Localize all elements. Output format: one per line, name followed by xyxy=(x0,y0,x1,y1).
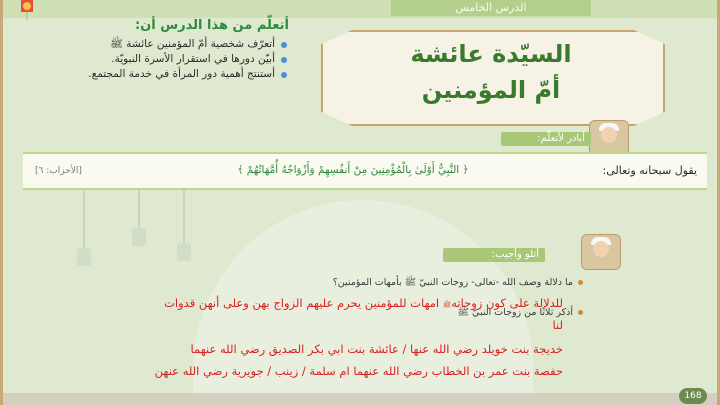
student-reading-icon xyxy=(581,234,621,270)
answer-line-3: خديجة بنت خويلد رضي الله عنها / عائشة بنت ابي بكر الصديق رضي الله عنهما xyxy=(190,342,563,356)
objective-item: أتعرّف شخصية أمّ المؤمنين عائشة ﷺ xyxy=(25,38,287,51)
question-item: ما دلالة وصف الله -تعالى- زوجات النبيّ ﷺ بأمهات المؤمنين؟ xyxy=(293,276,583,290)
objectives-list xyxy=(25,38,287,83)
page-number: 168 xyxy=(679,388,707,404)
student-reading-icon xyxy=(589,120,629,156)
learn-section-label: أبادر لأتعلّم: xyxy=(501,132,591,146)
lesson-title-line2: أمّ المؤمنين xyxy=(421,76,561,104)
lantern-icon xyxy=(83,190,85,250)
answer-line-4: حفصة بنت عمر بن الخطاب رضي الله عنهما ام سلمة / زينب / جويرية رضي الله عنهن xyxy=(154,364,563,378)
objectives-title: أتعلّم من هذا الدرس أن: xyxy=(134,18,289,33)
bottom-band xyxy=(3,393,720,405)
question-item: أذكر ثلاثًا من زوجات النبيّ ﷺ xyxy=(293,306,583,320)
lantern-icon xyxy=(77,248,91,266)
objective-item: أبيّن دورها في استقرار الأسرة النبويّة. xyxy=(25,53,287,66)
lesson-label: الدرس الخامس xyxy=(391,0,591,16)
quran-verse: ﴿ النَّبِيُّ أَوْلَىٰ بِالْمُؤْمِنِينَ مِنْ أَنفُسِهِمْ وَأَزْوَاجُهُ أُمَّهَاتُهُمْ ﴾ xyxy=(237,164,469,176)
verse-reference: [الأحزاب: ٦] xyxy=(35,166,82,176)
verse-intro: يقول سبحانه وتعالى: xyxy=(602,164,697,177)
lantern-icon xyxy=(183,190,185,245)
top-band xyxy=(3,0,720,18)
answer-line-2: لنا xyxy=(552,318,563,332)
lantern-icon xyxy=(132,228,146,246)
lantern-icon xyxy=(138,190,140,230)
verse-box xyxy=(23,152,707,190)
ornament-icon xyxy=(3,0,83,20)
read-answer-label: أتلو وأجيب: xyxy=(443,248,545,262)
answer-line-1: للدلالة على كون زوجاتهﷺ امهات للمؤمنين يحرم عليهم الزواج بهن وعلى أنهن قدوات xyxy=(164,296,563,310)
objective-item: أستنتج أهمية دور المرأة في خدمة المجتمع. xyxy=(25,68,287,81)
lantern-icon xyxy=(177,243,191,261)
lesson-title-line1: السيّدة عائشة xyxy=(410,40,572,68)
